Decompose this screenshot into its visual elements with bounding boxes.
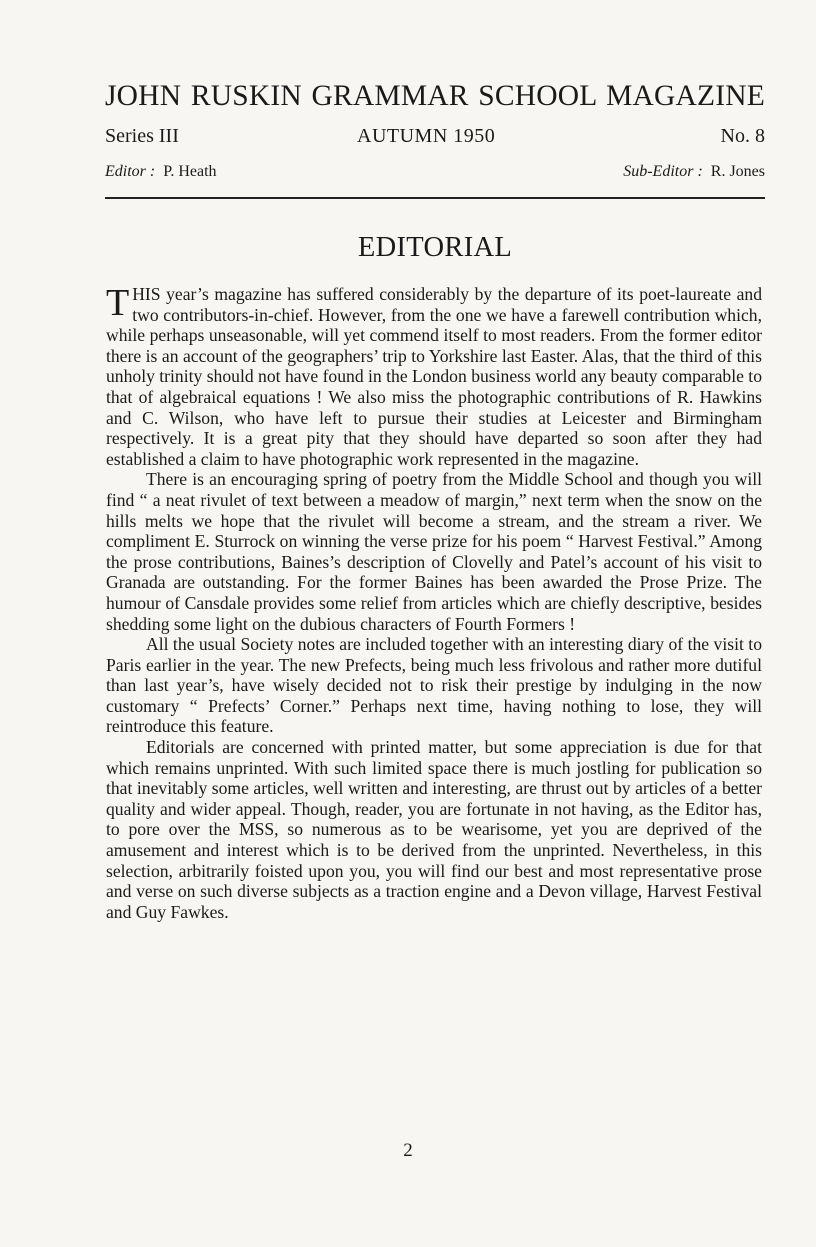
issue-info-row [105, 125, 765, 153]
editors-row [105, 163, 765, 185]
issue-number: No. 8 [720, 125, 765, 147]
issue-season: AUTUMN 1950 [357, 125, 496, 147]
paragraph-3: All the usual Society notes are included together with an interesting diary of the visit to Paris earlier in the year. The new Prefects, being much less frivolous and rather more dutiful than last year’s, have wisely decided not to risk their prestige by indulging in the now customary “ Prefects’ Corner.” Perhaps next time, having nothing to lose, they will reintroduce this feature. [106, 634, 762, 737]
editor-name: P. Heath [163, 163, 217, 180]
editor-role: Editor : [105, 163, 156, 180]
article-heading: EDITORIAL [357, 232, 513, 263]
paragraph-1 [106, 284, 762, 469]
sub-editor-credit [623, 163, 765, 181]
sub-editor-role: Sub-Editor : [623, 163, 703, 180]
article-body [106, 284, 762, 922]
editor-credit [105, 163, 217, 181]
paragraph-1-text: HIS year’s magazine has suffered considerably by the departure of its poet-laureate and two contributors-in-chief. However, from the one we have a farewell contribution which, while perhaps unseasonable, will yet commend itself to most readers. From the former editor there is an account of the geographers’ trip to Yorkshire last Easter. Alas, that the third of this unholy trinity should not have found in the London business world any beauty comparable to that of algebraical equations ! We also miss the photographic contributions of R. Hawkins and C. Wilson, who have left to pursue their studies at Leicester and Birmingham respectively. It is a great pity that they should have departed so soon after they had established a claim to have photographic work represented in the magazine. [106, 284, 762, 469]
page-number: 2 [403, 1140, 413, 1161]
series-label: Series III [105, 125, 179, 147]
header-divider [105, 197, 765, 199]
drop-cap: T [106, 282, 130, 324]
paragraph-2: There is an encouraging spring of poetry from the Middle School and though you will find “ a neat rivulet of text between a meadow of margin,” next term when the snow on the hills melts we hope that the rivulet will become a stream, and the stream a river. We compliment E. Sturrock on winning the verse prize for his poem “ Harvest Festival.” Among the prose contributions, Baines’s description of Clovelly and Patel’s account of his visit to Granada are outstanding. For the former Baines has been awarded the Prose Prize. The humour of Cansdale provides some relief from articles which are chiefly descriptive, besides shedding some light on the dubious characters of Fourth Formers ! [106, 469, 762, 634]
sub-editor-name: R. Jones [710, 163, 765, 180]
paragraph-4: Editorials are concerned with printed matter, but some appreciation is due for that which remains unprinted. With such limited space there is much jostling for publication so that inevitably some articles, well written and interesting, are thrust out by articles of a better quality and wider appeal. Though, reader, you are fortunate in not having, as the Editor has, to pore over the MSS, so numerous as to be wearisome, yet you are deprived of the amusement and interest which is to be derived from the unprinted. Nevertheless, in this selection, arbitrarily foisted upon you, you will find our best and most representative prose and verse on such diverse subjects as a traction engine and a Devon village, Harvest Festival and Guy Fawkes. [106, 737, 762, 922]
magazine-title: JOHN RUSKIN GRAMMAR SCHOOL MAGAZINE [105, 80, 765, 112]
